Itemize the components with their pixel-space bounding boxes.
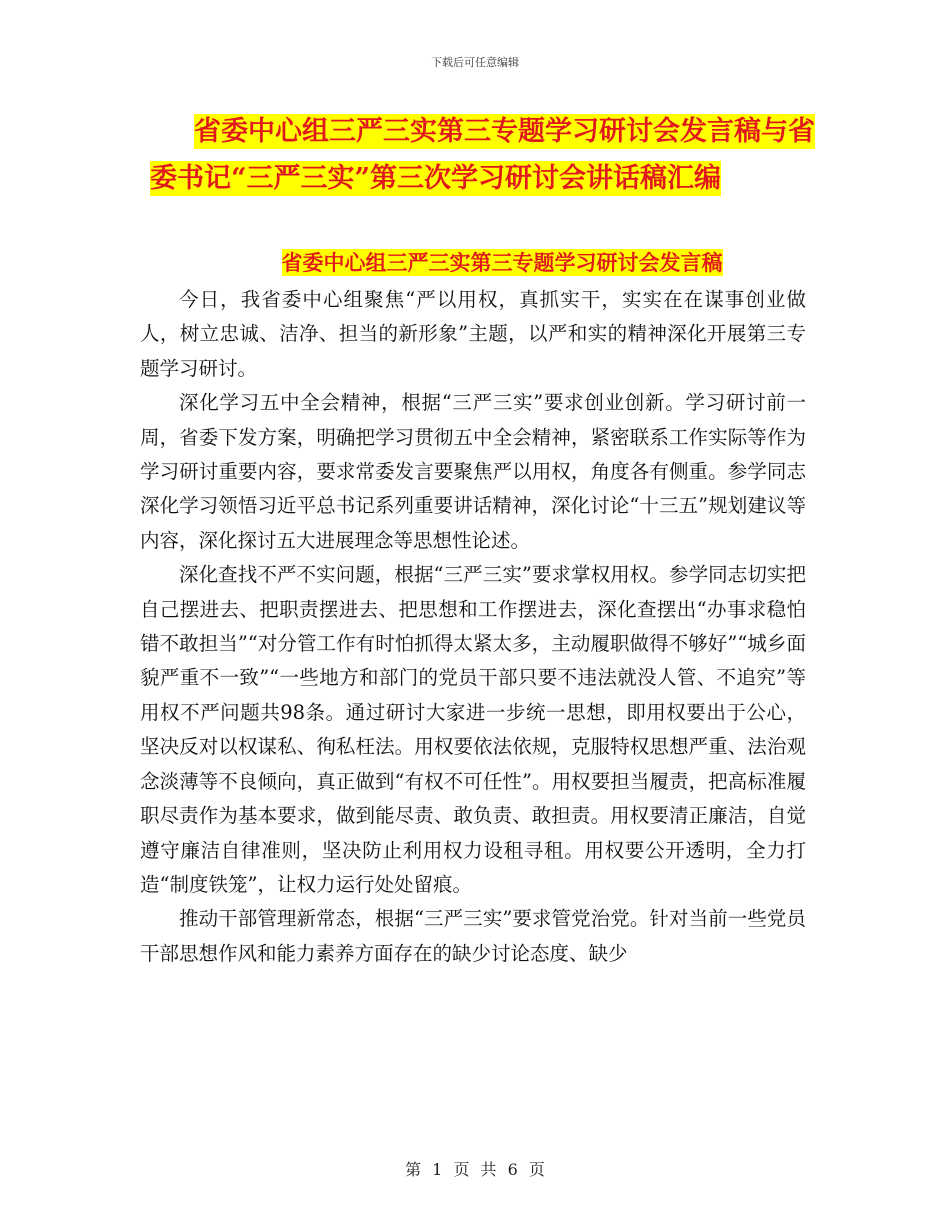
document-title-line-2 — [150, 155, 850, 202]
page-header: 下载后可任意编辑 — [431, 56, 519, 69]
section-title — [0, 247, 950, 277]
paragraph-4: 推动干部管理新常态，根据“三严三实”要求管党治党。针对当前一些党员干部思想作风和能力素养方面存在的缺少讨论态度、缺少 — [140, 907, 806, 965]
paragraph-3: 深化查找不严不实问题，根据“三严三实”要求掌权用权。参学同志切实把自己摆进去、把职责摆进去、把思想和工作摆进去，深化查摆出“办事求稳怕错不敢担当”“对分管工作有时怕抓得太紧太多，主动履职做得不够好”“城乡面貌严重不一致”“一些地方和部门的党员干部只要不违法就没人管、不追究”等用权不严问题共98条。通过研讨大家进一步统一思想，即用权要出于公心，坚决反对以权谋私、徇私枉法。用权要依法依规，克服特权思想严重、法治观念淡薄等不良倾向，真正做到“有权不可任性”。用权要担当履责，把高标准履职尽责作为基本要求，做到能尽责、敢负责、敢担责。用权要清正廉洁，自觉遵守廉洁自律准则，坚决防止利用权力设租寻租。用权要公开透明，全力打造“制度铁笼”，让权力运行处处留痕。 — [140, 563, 806, 896]
document-title — [150, 108, 850, 202]
body-text — [140, 283, 806, 971]
paragraph-2: 深化学习五中全会精神，根据“三严三实”要求创业创新。学习研讨前一周，省委下发方案，明确把学习贯彻五中全会精神，紧密联系工作实际等作为学习研讨重要内容，要求常委发言要聚焦严以用权，角度各有侧重。参学同志深化学习领悟习近平总书记系列重要讲话精神，深化讨论“十三五”规划建议等内容，深化探讨五大进展理念等思想性论述。 — [140, 391, 806, 552]
document-title-line-1 — [150, 108, 850, 155]
page-number-footer: 第 1 页 共 6 页 — [405, 1160, 545, 1179]
title-line-2-text: 委书记“三严三实”第三次学习研讨会讲话稿汇编 — [150, 163, 722, 194]
section-title-text: 省委中心组三严三实第三专题学习研讨会发言稿 — [281, 250, 723, 275]
title-line-1-text: 省委中心组三严三实第三专题学习研讨会发言稿与省 — [194, 116, 815, 147]
paragraph-1: 今日，我省委中心组聚焦“严以用权，真抓实干，实实在在谋事创业做人，树立忠诚、洁净、担当的新形象”主题，以严和实的精神深化开展第三专题学习研讨。 — [140, 288, 806, 380]
